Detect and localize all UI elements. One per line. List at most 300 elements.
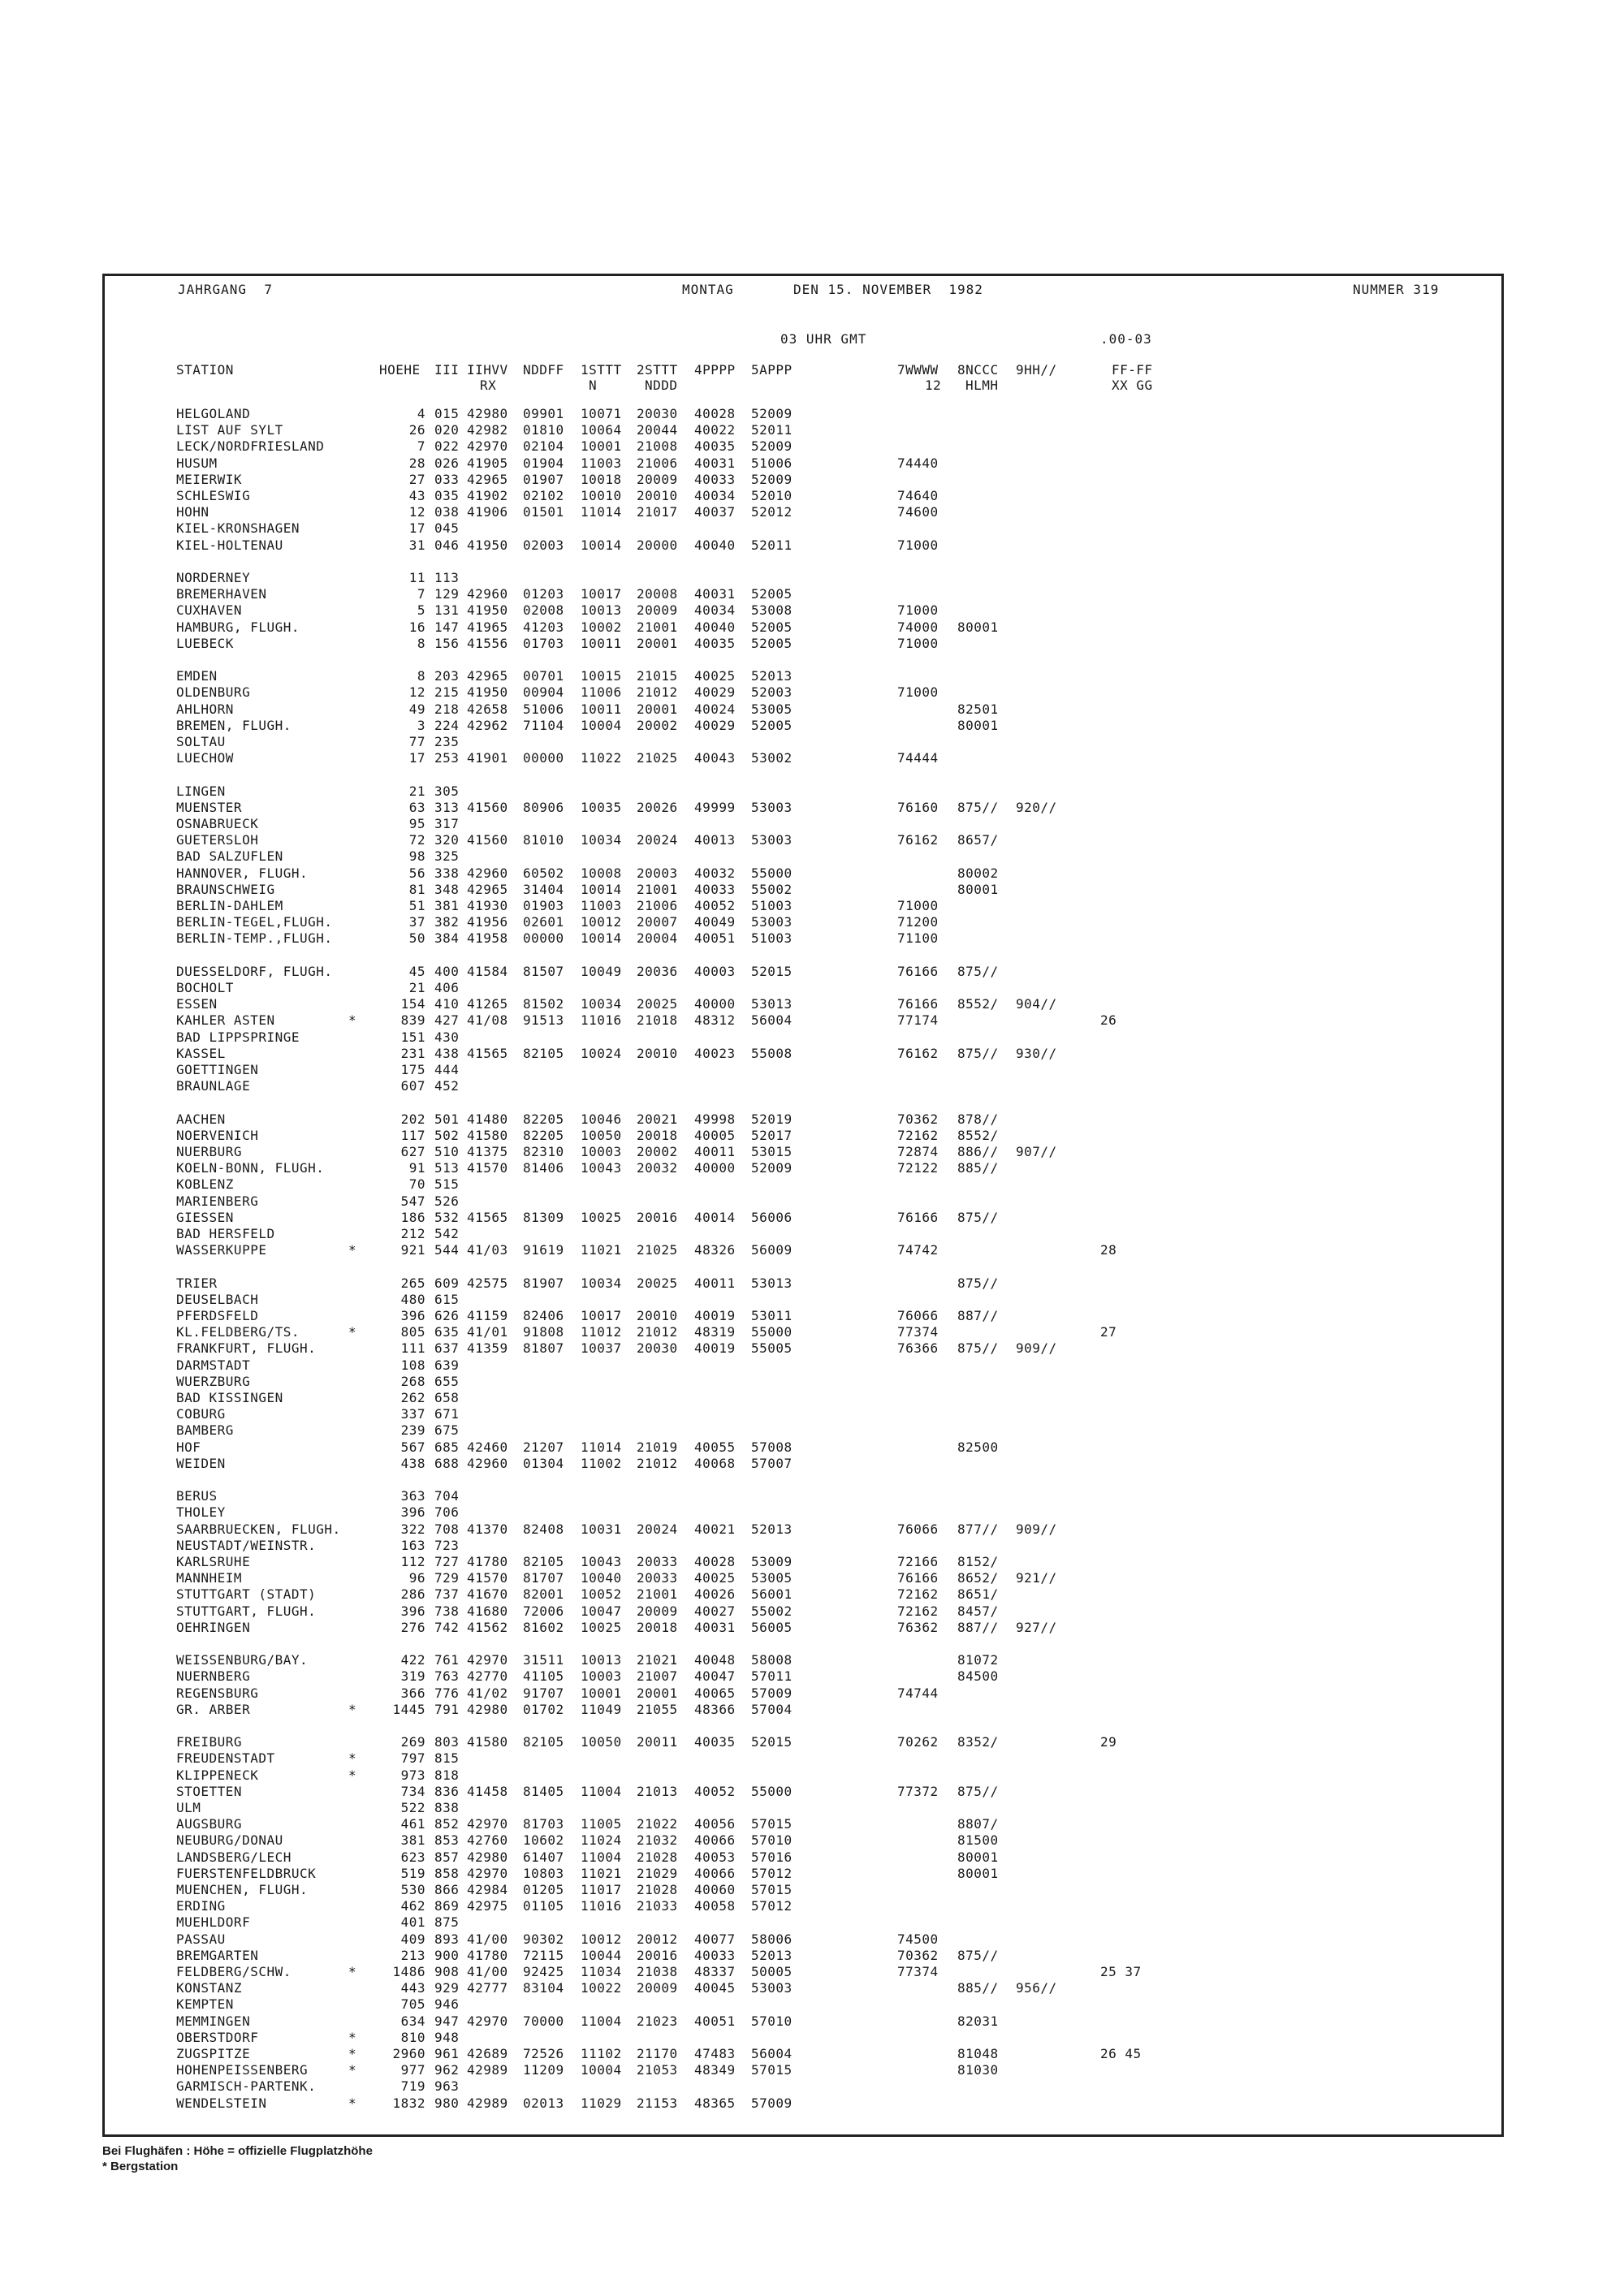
group-nddff: 10602 — [523, 1832, 564, 1849]
station-height: 112 — [400, 1554, 425, 1569]
station-height: 319 — [400, 1668, 425, 1685]
station-name: MUENSTER — [176, 799, 243, 815]
group-1sttt: 11017 — [581, 1882, 622, 1897]
group-ffff: 28 — [1100, 1242, 1117, 1258]
group-2sttt: 20024 — [637, 832, 678, 848]
group-7wwww: 71200 — [897, 914, 939, 930]
group-1sttt: 11034 — [581, 1964, 622, 1979]
station-index: 742 — [434, 1619, 460, 1635]
group-5appp: 53013 — [751, 996, 793, 1012]
station-index: 776 — [434, 1685, 460, 1701]
group-iihvv: 42989 — [467, 2062, 508, 2078]
group-1sttt: 10011 — [581, 635, 622, 651]
group-1sttt: 11024 — [581, 1832, 622, 1849]
station-height: 462 — [400, 1898, 425, 1914]
group-iihvv: 42980 — [467, 406, 508, 421]
group-8nccc: 8457/ — [957, 1603, 999, 1619]
station-index: 908 — [434, 1964, 460, 1979]
station-index: 338 — [434, 865, 460, 881]
group-nddff: 02102 — [523, 488, 564, 503]
group-7wwww: 77374 — [897, 1964, 939, 1979]
group-nddff: 01105 — [523, 1898, 564, 1914]
station-name: NUERBURG — [176, 1144, 243, 1159]
station-height: 734 — [400, 1783, 425, 1799]
station-name: KAHLER ASTEN — [176, 1012, 275, 1029]
group-5appp: 56006 — [751, 1209, 793, 1225]
station-index: 381 — [434, 898, 460, 913]
group-nddff: 81703 — [523, 1816, 564, 1832]
station-name: OBERSTDORF — [176, 2029, 259, 2045]
group-8nccc: 8152/ — [957, 1554, 999, 1569]
col-station: STATION — [176, 362, 234, 378]
station-height: 212 — [400, 1226, 425, 1241]
group-5appp: 52013 — [751, 1947, 793, 1963]
col-nddff: NDDFF — [523, 362, 564, 378]
group-1sttt: 10013 — [581, 1652, 622, 1668]
group-nddff: 02013 — [523, 2095, 564, 2111]
station-index: 836 — [434, 1783, 460, 1799]
group-4pppp: 40049 — [694, 914, 736, 930]
group-7wwww: 71000 — [897, 602, 939, 619]
group-nddff: 82105 — [523, 1045, 564, 1061]
group-nddff: 91808 — [523, 1324, 564, 1340]
station-name: BAMBERG — [176, 1422, 234, 1439]
station-name: BERUS — [176, 1488, 218, 1504]
station-index: 723 — [434, 1537, 460, 1553]
col-8nccc-sub: HLMH — [965, 378, 999, 393]
station-height: 530 — [400, 1882, 425, 1897]
group-2sttt: 20010 — [637, 488, 678, 503]
group-iihvv: 41780 — [467, 1554, 508, 1569]
station-index: 929 — [434, 1980, 460, 1996]
col-iihvv-sub: RX — [480, 378, 497, 393]
group-5appp: 55005 — [751, 1340, 793, 1357]
station-name: LANDSBERG/LECH — [176, 1849, 292, 1865]
col-5appp: 5APPP — [751, 362, 793, 378]
station-name: BOCHOLT — [176, 980, 234, 995]
station-index: 129 — [434, 586, 460, 602]
group-8nccc: 81030 — [957, 2062, 999, 2078]
station-index: 542 — [434, 1226, 460, 1241]
group-5appp: 57016 — [751, 1849, 793, 1865]
group-iihvv: 41670 — [467, 1586, 508, 1603]
station-index: 532 — [434, 1209, 460, 1225]
group-iihvv: 41901 — [467, 750, 508, 766]
group-7wwww: 77174 — [897, 1012, 939, 1029]
col-ffff: FF-FF — [1112, 362, 1153, 378]
group-4pppp: 40013 — [694, 832, 736, 848]
group-iihvv: 42980 — [467, 1849, 508, 1865]
group-5appp: 53002 — [751, 750, 793, 766]
mountain-marker: * — [348, 1324, 357, 1340]
group-8nccc: 875// — [957, 963, 999, 979]
group-iihvv: 42965 — [467, 471, 508, 487]
group-nddff: 31511 — [523, 1652, 564, 1668]
group-iihvv: 42989 — [467, 2095, 508, 2111]
group-7wwww: 72122 — [897, 1160, 939, 1176]
group-2sttt: 20021 — [637, 1111, 678, 1127]
group-1sttt: 11021 — [581, 1242, 622, 1258]
group-5appp: 56005 — [751, 1619, 793, 1635]
station-index: 046 — [434, 537, 460, 553]
station-height: 366 — [400, 1685, 425, 1701]
group-5appp: 52005 — [751, 619, 793, 635]
station-index: 791 — [434, 1701, 460, 1717]
group-4pppp: 40052 — [694, 898, 736, 913]
group-iihvv: 42975 — [467, 1898, 508, 1914]
group-5appp: 53003 — [751, 799, 793, 815]
group-7wwww: 71000 — [897, 898, 939, 913]
station-index: 866 — [434, 1882, 460, 1897]
group-iihvv: 41570 — [467, 1570, 508, 1586]
group-4pppp: 47483 — [694, 2046, 736, 2061]
group-1sttt: 10004 — [581, 717, 622, 733]
station-index: 156 — [434, 635, 460, 651]
station-height: 269 — [400, 1734, 425, 1750]
group-iihvv: 41480 — [467, 1111, 508, 1127]
group-4pppp: 40028 — [694, 1554, 736, 1569]
group-nddff: 81405 — [523, 1783, 564, 1799]
group-1sttt: 10043 — [581, 1160, 622, 1176]
group-9hh: 921// — [1016, 1570, 1057, 1586]
station-name: FREIBURG — [176, 1734, 243, 1750]
group-5appp: 56009 — [751, 1242, 793, 1258]
station-name: BAD HERSFELD — [176, 1226, 275, 1241]
group-4pppp: 40033 — [694, 881, 736, 897]
group-2sttt: 20018 — [637, 1619, 678, 1635]
station-index: 026 — [434, 455, 460, 471]
group-iihvv: 41/01 — [467, 1324, 508, 1340]
group-1sttt: 11004 — [581, 2013, 622, 2029]
group-nddff: 81010 — [523, 832, 564, 848]
group-2sttt: 21055 — [637, 1701, 678, 1717]
group-8nccc: 80001 — [957, 1865, 999, 1881]
station-height: 4 — [417, 406, 425, 421]
group-nddff: 51006 — [523, 701, 564, 717]
group-4pppp: 40029 — [694, 684, 736, 701]
group-1sttt: 10001 — [581, 1685, 622, 1701]
station-index: 708 — [434, 1521, 460, 1537]
station-height: 50 — [408, 930, 425, 947]
station-height: 401 — [400, 1914, 425, 1931]
group-iihvv: 42970 — [467, 1865, 508, 1881]
group-2sttt: 21001 — [637, 619, 678, 635]
group-5appp: 57008 — [751, 1439, 793, 1455]
group-ffff: 26 45 — [1100, 2046, 1142, 2061]
group-7wwww: 77372 — [897, 1783, 939, 1799]
group-4pppp: 40019 — [694, 1308, 736, 1323]
group-1sttt: 11022 — [581, 750, 622, 766]
group-4pppp: 48326 — [694, 1242, 736, 1258]
station-index: 858 — [434, 1865, 460, 1881]
group-iihvv: 41/02 — [467, 1685, 508, 1701]
station-name: HUSUM — [176, 455, 218, 471]
group-5appp: 57004 — [751, 1701, 793, 1717]
group-2sttt: 20044 — [637, 422, 678, 438]
station-name: KOELN-BONN, FLUGH. — [176, 1160, 325, 1176]
group-iihvv: 41570 — [467, 1160, 508, 1176]
group-nddff: 82105 — [523, 1734, 564, 1750]
group-nddff: 91707 — [523, 1685, 564, 1701]
group-ffff: 27 — [1100, 1324, 1117, 1340]
station-name: KIEL-KRONSHAGEN — [176, 520, 300, 537]
group-8nccc: 887// — [957, 1619, 999, 1635]
group-8nccc: 875// — [957, 1340, 999, 1357]
station-name: SAARBRUECKEN, FLUGH. — [176, 1521, 341, 1537]
station-height: 973 — [400, 1767, 425, 1783]
group-nddff: 90302 — [523, 1931, 564, 1947]
mountain-marker: * — [348, 1767, 357, 1783]
group-iihvv: 42984 — [467, 1882, 508, 1897]
group-iihvv: 41560 — [467, 799, 508, 815]
station-height: 522 — [400, 1800, 425, 1815]
issue-number: NUMMER 319 — [1353, 282, 1440, 297]
station-height: 1832 — [392, 2095, 425, 2111]
group-1sttt: 10064 — [581, 422, 622, 438]
station-height: 797 — [400, 1750, 425, 1767]
station-name: WUERZBURG — [176, 1373, 251, 1389]
station-height: 56 — [408, 865, 425, 881]
group-2sttt: 20000 — [637, 537, 678, 553]
station-height: 409 — [400, 1931, 425, 1947]
group-8nccc: 82500 — [957, 1439, 999, 1455]
group-8nccc: 81072 — [957, 1652, 999, 1668]
station-name: HOHENPEISSENBERG — [176, 2062, 309, 2078]
group-5appp: 52013 — [751, 668, 793, 684]
station-height: 438 — [400, 1455, 425, 1471]
group-nddff: 00701 — [523, 668, 564, 684]
station-height: 607 — [400, 1078, 425, 1094]
group-iihvv: 41565 — [467, 1045, 508, 1061]
station-name: AHLHORN — [176, 701, 234, 717]
group-nddff: 82406 — [523, 1308, 564, 1323]
group-1sttt: 11004 — [581, 1849, 622, 1865]
group-7wwww: 74744 — [897, 1685, 939, 1701]
group-nddff: 41105 — [523, 1668, 564, 1685]
group-iihvv: 42460 — [467, 1439, 508, 1455]
group-5appp: 52011 — [751, 422, 793, 438]
group-1sttt: 10008 — [581, 865, 622, 881]
station-index: 320 — [434, 832, 460, 848]
station-name: HAMBURG, FLUGH. — [176, 619, 300, 635]
group-5appp: 53003 — [751, 832, 793, 848]
group-2sttt: 21007 — [637, 1668, 678, 1685]
group-2sttt: 20025 — [637, 996, 678, 1012]
group-2sttt: 20026 — [637, 799, 678, 815]
group-5appp: 55002 — [751, 881, 793, 897]
group-5appp: 52009 — [751, 471, 793, 487]
group-2sttt: 21033 — [637, 1898, 678, 1914]
station-name: CUXHAVEN — [176, 602, 243, 619]
mountain-marker: * — [348, 2062, 357, 2078]
group-iihvv: 42970 — [467, 438, 508, 455]
group-5appp: 52005 — [751, 717, 793, 733]
footnotes — [102, 2143, 373, 2174]
group-5appp: 52012 — [751, 504, 793, 520]
group-1sttt: 10012 — [581, 1931, 622, 1947]
station-index: 544 — [434, 1242, 460, 1258]
group-5appp: 53005 — [751, 701, 793, 717]
footnote-mountain-station: * Bergstation — [102, 2160, 179, 2173]
station-index: 313 — [434, 799, 460, 815]
group-1sttt: 10013 — [581, 602, 622, 619]
group-1sttt: 10010 — [581, 488, 622, 503]
group-8nccc: 80001 — [957, 619, 999, 635]
station-index: 444 — [434, 1062, 460, 1077]
station-index: 815 — [434, 1750, 460, 1767]
group-1sttt: 10014 — [581, 537, 622, 553]
group-1sttt: 11014 — [581, 1439, 622, 1455]
group-7wwww: 74000 — [897, 619, 939, 635]
station-name: OEHRINGEN — [176, 1619, 251, 1635]
station-height: 154 — [400, 996, 425, 1012]
group-2sttt: 21017 — [637, 504, 678, 520]
group-1sttt: 10022 — [581, 1980, 622, 1996]
station-name: KLIPPENECK — [176, 1767, 259, 1783]
group-nddff: 70000 — [523, 2013, 564, 2029]
group-4pppp: 40077 — [694, 1931, 736, 1947]
station-name: KASSEL — [176, 1045, 226, 1061]
group-nddff: 81602 — [523, 1619, 564, 1635]
group-1sttt: 10040 — [581, 1570, 622, 1586]
group-iihvv: 41956 — [467, 914, 508, 930]
station-index: 738 — [434, 1603, 460, 1619]
group-4pppp: 40005 — [694, 1127, 736, 1143]
station-height: 21 — [408, 783, 425, 799]
group-7wwww: 71000 — [897, 537, 939, 553]
group-iihvv: 42960 — [467, 865, 508, 881]
station-height: 705 — [400, 1996, 425, 2013]
station-height: 27 — [408, 471, 425, 487]
station-index: 962 — [434, 2062, 460, 2078]
group-4pppp: 40022 — [694, 422, 736, 438]
group-nddff: 91513 — [523, 1012, 564, 1029]
group-4pppp: 40058 — [694, 1898, 736, 1914]
station-height: 45 — [408, 963, 425, 979]
group-4pppp: 40065 — [694, 1685, 736, 1701]
col-hoehe: HOEHE — [379, 362, 421, 378]
station-name: MUENCHEN, FLUGH. — [176, 1882, 309, 1897]
group-1sttt: 11102 — [581, 2046, 622, 2061]
group-iihvv: 42962 — [467, 717, 508, 733]
station-height: 7 — [417, 438, 425, 455]
station-height: 8 — [417, 635, 425, 651]
group-4pppp: 40051 — [694, 930, 736, 947]
group-4pppp: 40066 — [694, 1832, 736, 1849]
station-name: OLDENBURG — [176, 684, 251, 701]
station-index: 639 — [434, 1357, 460, 1373]
group-1sttt: 11014 — [581, 504, 622, 520]
station-index: 671 — [434, 1406, 460, 1422]
group-iihvv: 42965 — [467, 668, 508, 684]
group-5appp: 52013 — [751, 1521, 793, 1537]
group-iihvv: 42970 — [467, 1652, 508, 1668]
group-1sttt: 10031 — [581, 1521, 622, 1537]
station-index: 900 — [434, 1947, 460, 1963]
group-9hh: 927// — [1016, 1619, 1057, 1635]
observation-time: 03 UHR GMT — [780, 331, 867, 347]
group-7wwww: 74742 — [897, 1242, 939, 1258]
group-5appp: 52015 — [751, 1734, 793, 1750]
station-height: 31 — [408, 537, 425, 553]
group-8nccc: 82031 — [957, 2013, 999, 2029]
station-name: SCHLESWIG — [176, 488, 251, 503]
station-index: 947 — [434, 2013, 460, 2029]
group-1sttt: 11016 — [581, 1012, 622, 1029]
group-1sttt: 11016 — [581, 1898, 622, 1914]
group-iihvv: 41/08 — [467, 1012, 508, 1029]
group-7wwww: 77374 — [897, 1324, 939, 1340]
station-name: GARMISCH-PARTENK. — [176, 2078, 317, 2095]
group-nddff: 83104 — [523, 1980, 564, 1996]
group-iihvv: 42658 — [467, 701, 508, 717]
group-1sttt: 10044 — [581, 1947, 622, 1963]
station-height: 95 — [408, 816, 425, 831]
group-2sttt: 20016 — [637, 1209, 678, 1225]
group-nddff: 02003 — [523, 537, 564, 553]
station-name: NUERNBERG — [176, 1668, 251, 1685]
station-index: 305 — [434, 783, 460, 799]
station-height: 117 — [400, 1127, 425, 1143]
station-name: REGENSBURG — [176, 1685, 259, 1701]
mountain-marker: * — [348, 1964, 357, 1979]
col-iihvv: IIHVV — [467, 362, 508, 378]
group-2sttt: 21025 — [637, 750, 678, 766]
station-height: 627 — [400, 1144, 425, 1159]
station-index: 675 — [434, 1422, 460, 1439]
station-height: 202 — [400, 1111, 425, 1127]
col-8nccc: 8NCCC — [957, 362, 999, 378]
group-9hh: 909// — [1016, 1340, 1057, 1357]
station-index: 857 — [434, 1849, 460, 1865]
group-nddff: 91619 — [523, 1242, 564, 1258]
col-2sttt: 2STTT — [637, 362, 678, 378]
group-8nccc: 875// — [957, 1275, 999, 1291]
group-2sttt: 20009 — [637, 471, 678, 487]
group-8nccc: 84500 — [957, 1668, 999, 1685]
group-7wwww: 76166 — [897, 996, 939, 1012]
group-nddff: 01702 — [523, 1701, 564, 1717]
group-9hh: 907// — [1016, 1144, 1057, 1159]
station-index: 113 — [434, 570, 460, 585]
group-2sttt: 20002 — [637, 1144, 678, 1159]
station-name: BRAUNSCHWEIG — [176, 881, 275, 897]
station-name: LIST AUF SYLT — [176, 422, 283, 438]
group-2sttt: 20010 — [637, 1045, 678, 1061]
group-8nccc: 875// — [957, 1947, 999, 1963]
group-2sttt: 20033 — [637, 1554, 678, 1569]
group-nddff: 92425 — [523, 1964, 564, 1979]
group-2sttt: 21012 — [637, 1324, 678, 1340]
station-name: OSNABRUECK — [176, 816, 259, 831]
station-index: 513 — [434, 1160, 460, 1176]
group-2sttt: 20030 — [637, 1340, 678, 1357]
station-name: KOBLENZ — [176, 1176, 234, 1193]
group-iihvv: 41905 — [467, 455, 508, 471]
station-index: 655 — [434, 1373, 460, 1389]
group-nddff: 21207 — [523, 1439, 564, 1455]
group-1sttt: 10017 — [581, 1308, 622, 1323]
group-nddff: 60502 — [523, 865, 564, 881]
group-4pppp: 48365 — [694, 2095, 736, 2111]
station-name: MARIENBERG — [176, 1193, 259, 1209]
group-7wwww: 76362 — [897, 1619, 939, 1635]
station-name: FREUDENSTADT — [176, 1750, 275, 1767]
group-4pppp: 40027 — [694, 1603, 736, 1619]
station-height: 3 — [417, 717, 425, 733]
group-5appp: 53003 — [751, 914, 793, 930]
group-ffff: 29 — [1100, 1734, 1117, 1750]
